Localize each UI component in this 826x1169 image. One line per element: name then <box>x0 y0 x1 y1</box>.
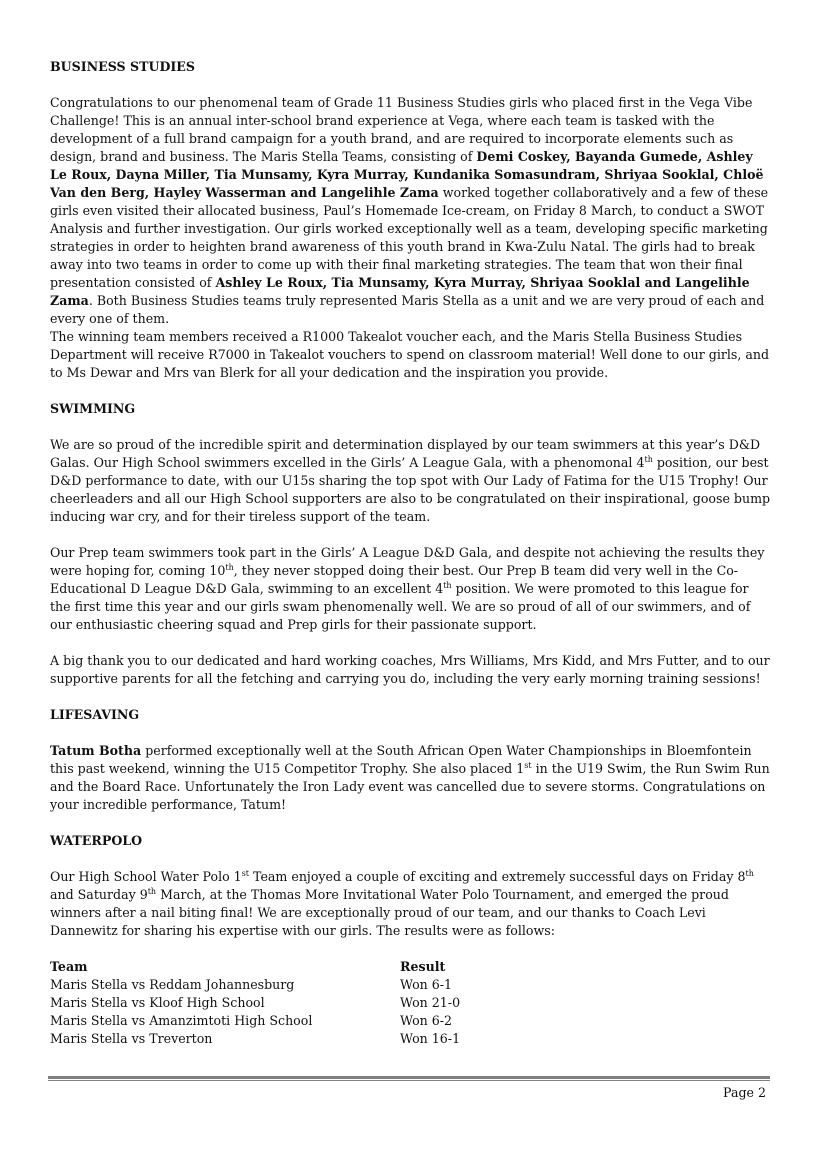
text-run: position. We were promoted to this league for the first time this year and our girls swam phenomenally well. We are so proud of all of our swimmers, and of our enthusiastic cheering squad and Prep girls for their passionate support. <box>50 581 751 632</box>
team-cell: Maris Stella vs Treverton <box>50 1031 213 1046</box>
lifesaving-paragraph-1 <box>50 742 772 814</box>
text-run: performed exceptionally well at the South African Open Water Championships in Bloemfontein this past weekend, winning the U15 Competitor Trophy. She also placed 1 <box>50 743 752 776</box>
table-row <box>50 994 460 1012</box>
superscript-text: th <box>225 562 234 572</box>
text-run: in the U19 Swim, the Run Swim Run and the Board Race. Unfortunately the Iron Lady event was cancelled due to severe storms. Congratulations on your incredible performance, Tatum! <box>50 761 770 812</box>
swimming-paragraph-2 <box>50 544 772 634</box>
result-cell: Won 6-1 <box>400 977 453 992</box>
page-number: Page 2 <box>723 1085 766 1100</box>
business-studies-paragraph-2 <box>50 328 772 382</box>
text-run: . Both Business Studies teams truly represented Maris Stella as a unit and we are very proud of each and every one of them. <box>50 293 765 326</box>
text-run: and Saturday 9 <box>50 887 148 902</box>
waterpolo-heading: WATERPOLO <box>50 833 143 848</box>
text-run: position, our best D&D performance to date, with our U15s sharing the top spot with Our Lady of Fatima for the U15 Trophy! Our cheerleaders and all our High School supporters are also to be congratulated on their inspirational, goose bump inducing war cry, and for their tireless support of the team. <box>50 455 771 524</box>
business-studies-paragraph-1 <box>50 94 772 328</box>
swimming-paragraph-1 <box>50 436 772 526</box>
text-run: A big thank you to our dedicated and hard working coaches, Mrs Williams, Mrs Kidd, and Mrs Futter, and to our supportive parents for all the fetching and carrying you do, including the very early morning training sessions! <box>50 653 770 686</box>
result-column-header: Result <box>400 959 446 974</box>
bold-names-text: Demi Coskey, Bayanda Gumede, Ashley Le Roux, Dayna Miller, Tia Munsamy, Kyra Murray, Kundanika Somasundram, Shriyaa Sooklal, Chloë Van den Berg, Hayley Wasserman and Langelihle Zama <box>50 149 764 200</box>
lifesaving-heading: LIFESAVING <box>50 707 140 722</box>
results-table <box>50 958 460 1048</box>
text-run: The winning team members received a R1000 Takealot voucher each, and the Maris Stella Business Studies Department will receive R7000 in Takealot vouchers to spend on classroom material! Well done to our girls, and to Ms Dewar and Mrs van Blerk for all your dedication and the inspiration you provide. <box>50 329 770 380</box>
results-header-row <box>50 958 460 976</box>
swimming-heading: SWIMMING <box>50 401 136 416</box>
footer-divider <box>48 1076 770 1081</box>
waterpolo-paragraph-1 <box>50 868 772 940</box>
text-run: worked together collaboratively and a few of these girls even visited their allocated business, Paul’s Homemade Ice-cream, on Friday 8 March, to conduct a SWOT Analysis and further investigation. Our girls worked exceptionally well as a team, developing specific marketing strategies in order to heighten brand awareness of this youth brand in Kwa-Zulu Natal. The girls had to break away into two teams in order to come up with their final marketing strategies. The team that won their final presentation consisted of <box>50 185 769 290</box>
table-row <box>50 1012 460 1030</box>
superscript-text: th <box>745 868 754 878</box>
text-run: March, at the Thomas More Invitational Water Polo Tournament, and emerged the proud winners after a nail biting final! We are exceptionally proud of our team, and our thanks to Coach Levi Dannewitz for sharing his expertise with our girls. The results were as follows: <box>50 887 729 938</box>
table-row <box>50 1030 460 1048</box>
bold-names-text: Ashley Le Roux, Tia Munsamy, Kyra Murray, Shriyaa Sooklal and Langelihle Zama <box>50 275 750 308</box>
team-column-header: Team <box>50 959 88 974</box>
table-row <box>50 976 460 994</box>
swimming-paragraph-3 <box>50 652 772 688</box>
text-run: , they never stopped doing their best. Our Prep B team did very well in the Co-Educational D League D&D Gala, swimming to an excellent 4 <box>50 563 739 596</box>
text-run: Team enjoyed a couple of exciting and extremely successful days on Friday 8 <box>249 869 746 884</box>
result-cell: Won 21-0 <box>400 995 461 1010</box>
text-run: Congratulations to our phenomenal team of Grade 11 Business Studies girls who placed first in the Vega Vibe Challenge! This is an annual inter-school brand experience at Vega, where each team is tasked with the development of a full brand campaign for a youth brand, and are required to incorporate elements such as design, brand and business. The Maris Stella Teams, consisting of <box>50 95 753 164</box>
superscript-text: th <box>147 886 157 896</box>
superscript-text: st <box>241 868 250 878</box>
superscript-text: st <box>524 760 532 770</box>
result-cell: Won 16-1 <box>400 1031 461 1046</box>
superscript-text: th <box>644 454 653 464</box>
text-run: Our Prep team swimmers took part in the Girls’ A League D&D Gala, and despite not achieving the results they were hoping for, coming 10 <box>50 545 765 578</box>
document-page <box>50 58 772 1048</box>
text-run: Our High School Water Polo 1 <box>50 869 242 884</box>
result-cell: Won 6-2 <box>400 1013 453 1028</box>
team-cell: Maris Stella vs Amanzimtoti High School <box>50 1013 313 1028</box>
team-cell: Maris Stella vs Reddam Johannesburg <box>50 977 295 992</box>
business-studies-heading: BUSINESS STUDIES <box>50 59 195 74</box>
bold-names-text: Tatum Botha <box>50 743 142 758</box>
superscript-text: th <box>443 580 452 590</box>
text-run: We are so proud of the incredible spirit and determination displayed by our team swimmers at this year’s D&D Galas. Our High School swimmers excelled in the Girls’ A League Gala, with a phenomonal 4 <box>50 437 761 470</box>
team-cell: Maris Stella vs Kloof High School <box>50 995 265 1010</box>
